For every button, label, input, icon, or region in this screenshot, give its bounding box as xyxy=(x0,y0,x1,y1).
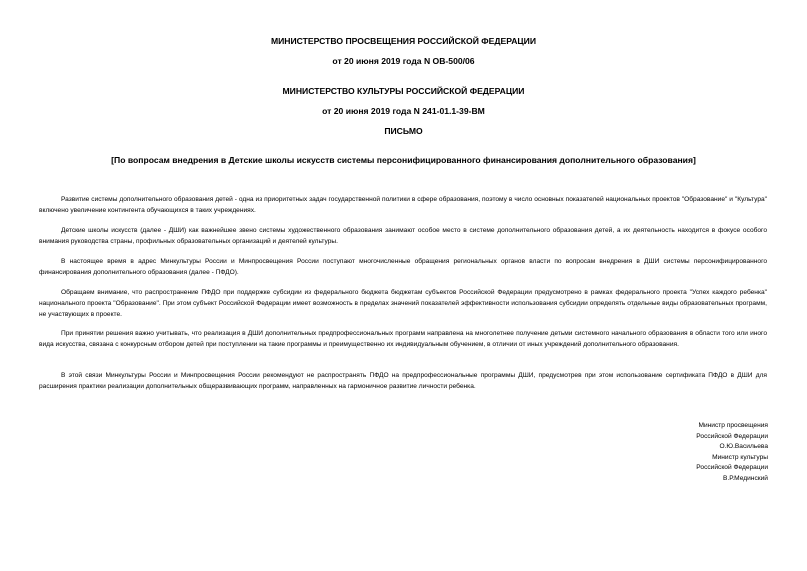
document-subject: [По вопросам внедрения в Детские школы искусств системы персонифицированного финансирования дополнительного образования] xyxy=(111,155,696,165)
body-paragraph-6: В этой связи Минкультуры России и Минпросвещения России рекомендуют не распространять ПФДО на предпрофессиональные программы ДШИ, предусмотрев при этом использование сертификата ПФДО в ДШИ для расширения практики реализации дополнительных общеразвивающих программ, направленных на гармоничное развитие личности ребенка. xyxy=(39,372,767,390)
signature-2-title-line-1: Министр культуры xyxy=(712,453,768,461)
education-letter-date: от 20 июня 2019 года N ОВ-500/06 xyxy=(332,56,475,66)
signature-2-name: В.Р.Мединский xyxy=(722,474,768,482)
culture-letter-date: от 20 июня 2019 года N 241-01.1-39-ВМ xyxy=(322,106,485,116)
body-paragraph-1: Развитие системы дополнительного образования детей - одна из приоритетных задач государственной политики в сфере образования, поэтому в число основных показателей национальных проектов "Образование" и "Культура" включено увеличение контингента обучающихся в таких учреждениях. xyxy=(39,196,767,214)
body-paragraph-3: В настоящее время в адрес Минкультуры России и Минпросвещения России поступают многочисленные обращения региональных органов власти по вопросам внедрения в ДШИ системы персонифицированного финансирования дополнительного образования (далее - ПФДО). xyxy=(39,258,767,276)
signature-block xyxy=(568,421,768,485)
body-paragraph-2: Детские школы искусств (далее - ДШИ) как важнейшее звено системы художественного образования занимают особое место в системе дополнительного образования детей, а их деятельность находится в фокусе особого внимания руководства страны, профильных образовательных организаций и деятелей культуры. xyxy=(39,227,767,245)
ministry-culture-heading: МИНИСТЕРСТВО КУЛЬТУРЫ РОССИЙСКОЙ ФЕДЕРАЦИИ xyxy=(282,86,525,96)
signature-1-title-line-1: Министр просвещения xyxy=(698,422,768,429)
document-type-heading: ПИСЬМО xyxy=(384,126,423,136)
body-paragraph-5: При принятии решения важно учитывать, что реализация в ДШИ дополнительных предпрофессиональных программ направлена на многолетнее получение детьми системного начального образования в области того или иного вида искусства, связана с конкурсным отбором детей при поступлении на такие программы и преимущественно их индивидуальным обучением, в отличии от иных учреждений дополнительного образования. xyxy=(39,330,767,348)
body-paragraph-4: Обращаем внимание, что распространение ПФДО при поддержке субсидии из федерального бюджета бюджетам субъектов Российской Федерации предусмотрено в рамках федерального проекта "Успех каждого ребенка" национального проекта "Образование". При этом субъект Российской Федерации имеет возможность в пределах значений показателей эффективности использования субсидии определять отдельные виды образовательных программ, не участвующих в проекте. xyxy=(39,289,767,318)
signature-1-title-line-2: Российской Федерации xyxy=(696,432,768,440)
signature-1-name: О.Ю.Васильева xyxy=(719,443,768,451)
ministry-education-heading: МИНИСТЕРСТВО ПРОСВЕЩЕНИЯ РОССИЙСКОЙ ФЕДЕРАЦИИ xyxy=(270,36,537,46)
signature-2-title-line-2: Российской Федерации xyxy=(696,464,768,472)
